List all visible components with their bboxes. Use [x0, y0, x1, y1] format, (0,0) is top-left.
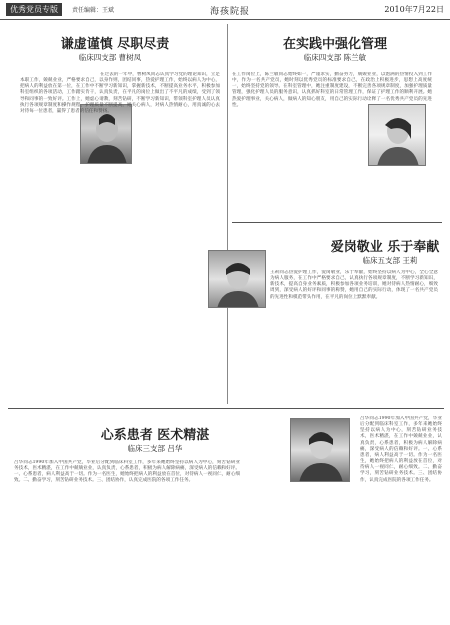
portrait-image	[291, 419, 350, 482]
article-2-photo	[368, 104, 426, 166]
section-divider	[232, 222, 442, 223]
column-divider	[227, 24, 228, 404]
article-4-sidebar-text: 吕华同志1990年加入中国共产党，毕业后分配到临床科室工作，多年来她始终坚持以病人为中心，刻苦钻研业务技术，医术精湛，在工作中兢兢业业，认真负责，心系患者，积极为病人解除病痛，深受病人的信赖和好评。一、心系患者，病人利益高于一切。作为一名医生，她始终把病人的利益放在首位，对待病人一视同仁，耐心细致。二、勤奋学习，刻苦钻研业务技术。三、团结协作，认真完成医院的各项工作任务。	[360, 416, 442, 483]
page-header	[0, 0, 450, 20]
article-3-byline: 临床五支部 王莉	[362, 256, 418, 265]
portrait-image	[369, 105, 426, 166]
issue-editor: 责任编辑：王斌	[72, 7, 115, 14]
article-2-body: 在工作岗位上，陈兰敏同志始终如一，严谨求实，勤奋努力，兢兢业业，以饱满的热情投入到工作中，作为一名共产党员，她时刻以优秀党员的标准要求自己，在政治上积极进步，思想上高度统一，始终坚持党的领导。在科室管理中，她注重制度建设，不断完善各项规章制度，加强护理质量管理，强化护理人员的服务意识，认真抓好科室的日常管理工作，保证了护理工作的顺利开展。她热爱护理事业，关心病人，做病人的知心朋友，用自己的实际行动诠释了一名优秀共产党员的先进性。	[232, 72, 432, 108]
article-3-photo	[208, 250, 266, 308]
article-1-body: 在过去的一年中，曹树凤同志认真学习党的理论知识，立足本职工作，兢兢业业，严格要求自己，以身作则，团结同事，热爱护理工作，始终以病人为中心，把病人的利益放在第一位，在工作中不断学习新知识，掌握新技术，不断提高业务水平，积极参加科室组织的各项活动，工作踏实肯干，认真负责，在平凡的岗位上做出了不平凡的成绩，受到了领导和同事的一致好评。工作上，她虚心请教，刻苦钻研，不断学习新知识，带领科室护理人员认真执行各项规章制度和操作规程，护理质量不断提高。她关心病人，对病人热情耐心，用真诚的心去对待每一位患者，赢得了患者的信任和赞扬。	[20, 72, 220, 114]
newspaper-name: 海孩院报	[210, 7, 251, 17]
article-4-byline: 临床三支部 吕华	[127, 444, 183, 453]
issue-date: 2010年7月22日	[384, 5, 444, 14]
section-tag: 优秀党员专版	[6, 3, 62, 16]
portrait-image	[209, 251, 266, 308]
article-4-body: 吕华同志1990年加入中国共产党，毕业后分配到临床科室工作，多年来她始终坚持以病人为中心，刻苦钻研业务技术，医术精湛，在工作中兢兢业业，认真负责，心系患者，积极为病人解除病痛，深受病人的信赖和好评。一、心系患者，病人利益高于一切。作为一名医生，她始终把病人的利益放在首位，对待病人一视同仁，耐心细致。二、勤奋学习，刻苦钻研业务技术。三、团结协作，认真完成医院的各项工作任务。	[14, 460, 240, 484]
bottom-section-divider	[8, 408, 444, 409]
article-2-title: 在实践中强化管理	[282, 37, 387, 52]
article-3-body: 王莉同志热爱护理工作，爱岗敬业，乐于奉献，始终坚持以病人为中心，全心全意为病人服务，在工作中严格要求自己，认真执行各项规章制度，不断学习新知识，新技术，提高自身业务素质，积极参加各项业务培训，她对待病人热情耐心，细致周到，深受病人的好评和同事的称赞，她用自己的实际行动，体现了一名共产党员的先进性和模范带头作用，在平凡的岗位上默默奉献。	[270, 270, 438, 300]
article-2-byline: 临床四支部 陈兰敏	[303, 53, 367, 62]
article-4-photo	[290, 418, 350, 482]
article-1-byline: 临床四支部 曹树凤	[78, 53, 142, 62]
article-3-title: 爱岗敬业 乐于奉献	[330, 240, 440, 255]
article-4-title: 心系患者 医术精湛	[100, 428, 210, 443]
article-1-title: 谦虚谨慎 尽职尽责	[60, 37, 170, 52]
